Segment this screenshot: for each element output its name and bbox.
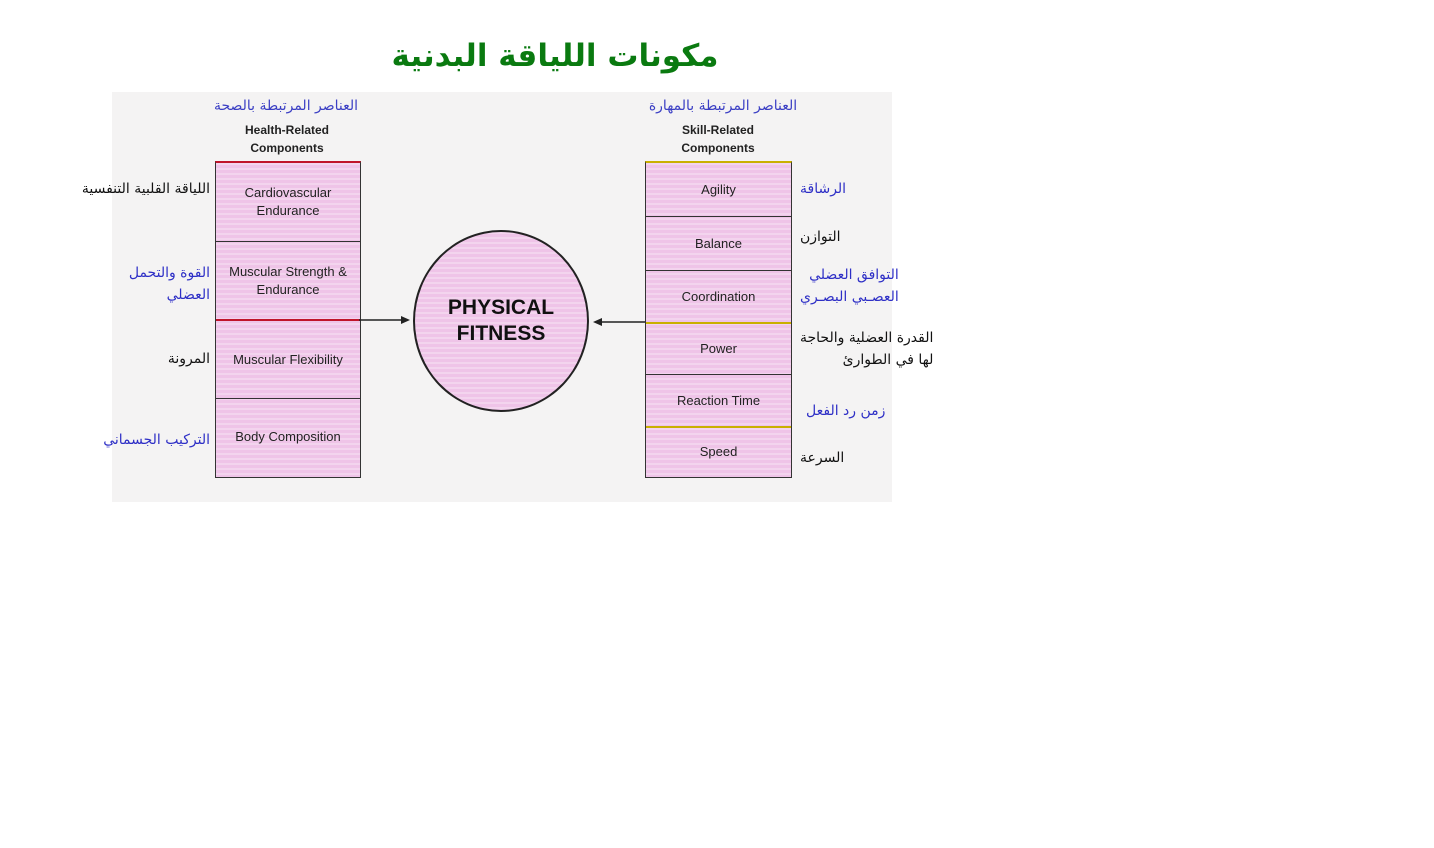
- health-label-ar-cardiovascular: اللياقة القلبية التنفسية: [81, 181, 210, 197]
- skill-label-ar-reaction-time: زمن رد الفعل: [806, 403, 886, 419]
- health-arrow-head: [401, 316, 410, 324]
- health-label-ar-strength: [129, 262, 210, 306]
- health-label-ar-flexibility: المرونة: [167, 351, 210, 367]
- skill-item-power: Power: [700, 341, 737, 356]
- skill-header-line2: Components: [681, 141, 755, 155]
- page-title: مكونات اللياقة البدنية: [391, 38, 719, 74]
- skill-label-ar-power-line2: لها في الطوارئ: [842, 352, 934, 368]
- skill-arrow-head: [593, 318, 602, 326]
- health-item-body-composition: Body Composition: [235, 429, 341, 444]
- skill-label-ar-agility: الرشاقة: [800, 181, 847, 197]
- skill-label-ar-balance: التوازن: [800, 229, 841, 245]
- health-header-line1: Health-Related: [244, 123, 330, 137]
- skill-label-ar-coordination-line2: العصـبي البصـري: [800, 289, 899, 305]
- skill-header-arabic: العناصر المرتبطة بالمهارة: [648, 98, 798, 114]
- health-item-flexibility: Muscular Flexibility: [233, 351, 343, 367]
- health-item-strength: Muscular Strength & Endurance: [229, 263, 347, 297]
- skill-item-balance: Balance: [695, 235, 742, 251]
- skill-item-speed: Speed: [699, 443, 738, 459]
- physical-fitness-circle: [413, 230, 589, 412]
- skill-item-agility: Agility: [701, 181, 736, 197]
- skill-item-reaction-time: Reaction Time: [676, 392, 761, 408]
- health-label-ar-body-composition: التركيب الجسماني: [103, 432, 210, 448]
- center-line2: FITNESS: [456, 322, 546, 345]
- skill-label-ar-speed: السرعة: [800, 450, 845, 466]
- skill-label-ar-coordination: [800, 264, 899, 308]
- center-line1: PHYSICAL: [447, 296, 555, 319]
- skill-header-line1: Skill-Related: [681, 123, 755, 137]
- skill-label-ar-coordination-line1: التوافق العضلي: [809, 267, 899, 283]
- health-header-arabic: العناصر المرتبطة بالصحة: [213, 98, 359, 114]
- health-label-ar-strength-line2: العضلي: [166, 287, 210, 303]
- skill-item-coordination: Coordination: [681, 288, 756, 304]
- health-item-cardiovascular: Cardiovascular Endurance: [244, 185, 332, 218]
- skill-label-ar-power-line1: القدرة العضلية والحاجة: [800, 330, 934, 346]
- skill-label-ar-power: [800, 327, 933, 371]
- health-header-line2: Components: [250, 141, 324, 155]
- health-label-ar-strength-line1: القوة والتحمل: [128, 265, 210, 281]
